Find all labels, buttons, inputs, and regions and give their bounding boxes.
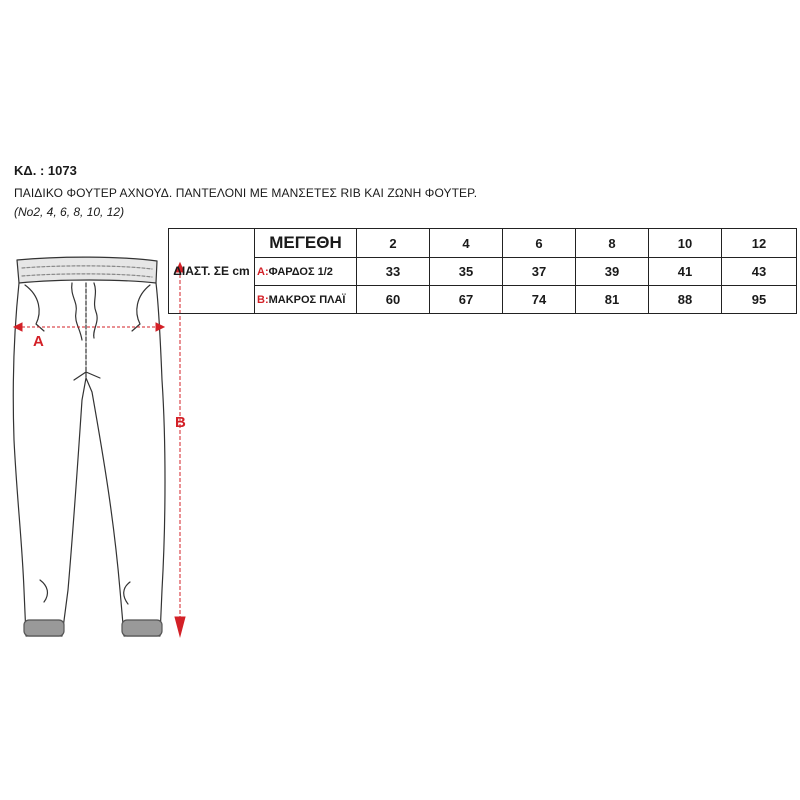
- table-cell: 95: [722, 286, 797, 314]
- table-cell: 67: [430, 286, 503, 314]
- available-sizes-note: (Νο2, 4, 6, 8, 10, 12): [14, 205, 125, 219]
- size-header-cell: 4: [430, 229, 503, 258]
- table-cell: 43: [722, 258, 797, 286]
- table-row: [169, 286, 797, 314]
- size-header-cell: 2: [357, 229, 430, 258]
- size-chart-table: [168, 228, 797, 314]
- right-pocket: [132, 285, 150, 331]
- left-pocket: [25, 285, 44, 331]
- table-header-row: [169, 229, 797, 258]
- row-label-width: [255, 258, 357, 286]
- product-code: ΚΔ. : 1073: [14, 163, 77, 178]
- table-cell: 37: [503, 258, 576, 286]
- row-label: ΜΑΚΡΟΣ ΠΛΑΪ: [268, 293, 346, 306]
- table-cell: 60: [357, 286, 430, 314]
- table-cell: 81: [576, 286, 649, 314]
- dimension-b-marker: [175, 263, 185, 636]
- row-letter: B:: [257, 293, 269, 306]
- dimension-b-label: B: [175, 414, 186, 431]
- table-cell: 88: [649, 286, 722, 314]
- right-cuff: [122, 620, 162, 636]
- product-description: ΠΑΙΔΙΚΟ ΦΟΥΤΕΡ ΑΧΝΟΥΔ. ΠΑΝΤΕΛΟΝΙ ΜΕ ΜΑΝΣΕΤΕΣ RIB ΚΑΙ ΖΩΝΗ ΦΟΥΤΕΡ.: [14, 186, 478, 200]
- sizes-header: ΜΕΓΕΘΗ: [255, 229, 357, 258]
- table-row: [169, 258, 797, 286]
- table-cell: 74: [503, 286, 576, 314]
- row-label: ΦΑΡΔΟΣ 1/2: [268, 265, 333, 278]
- table-cell: 35: [430, 258, 503, 286]
- size-header-cell: 6: [503, 229, 576, 258]
- row-letter: A:: [257, 265, 269, 278]
- row-label-length: [255, 286, 357, 314]
- left-cuff: [24, 620, 64, 636]
- drawstring: [72, 283, 82, 340]
- table-cell: 39: [576, 258, 649, 286]
- size-header-cell: 10: [649, 229, 722, 258]
- size-header-cell: 8: [576, 229, 649, 258]
- dimension-a-label: A: [33, 333, 44, 350]
- units-label: ΔΙΑΣΤ. ΣΕ cm: [169, 229, 255, 314]
- table-cell: 33: [357, 258, 430, 286]
- size-header-cell: 12: [722, 229, 797, 258]
- table-cell: 41: [649, 258, 722, 286]
- waistband: [17, 257, 157, 283]
